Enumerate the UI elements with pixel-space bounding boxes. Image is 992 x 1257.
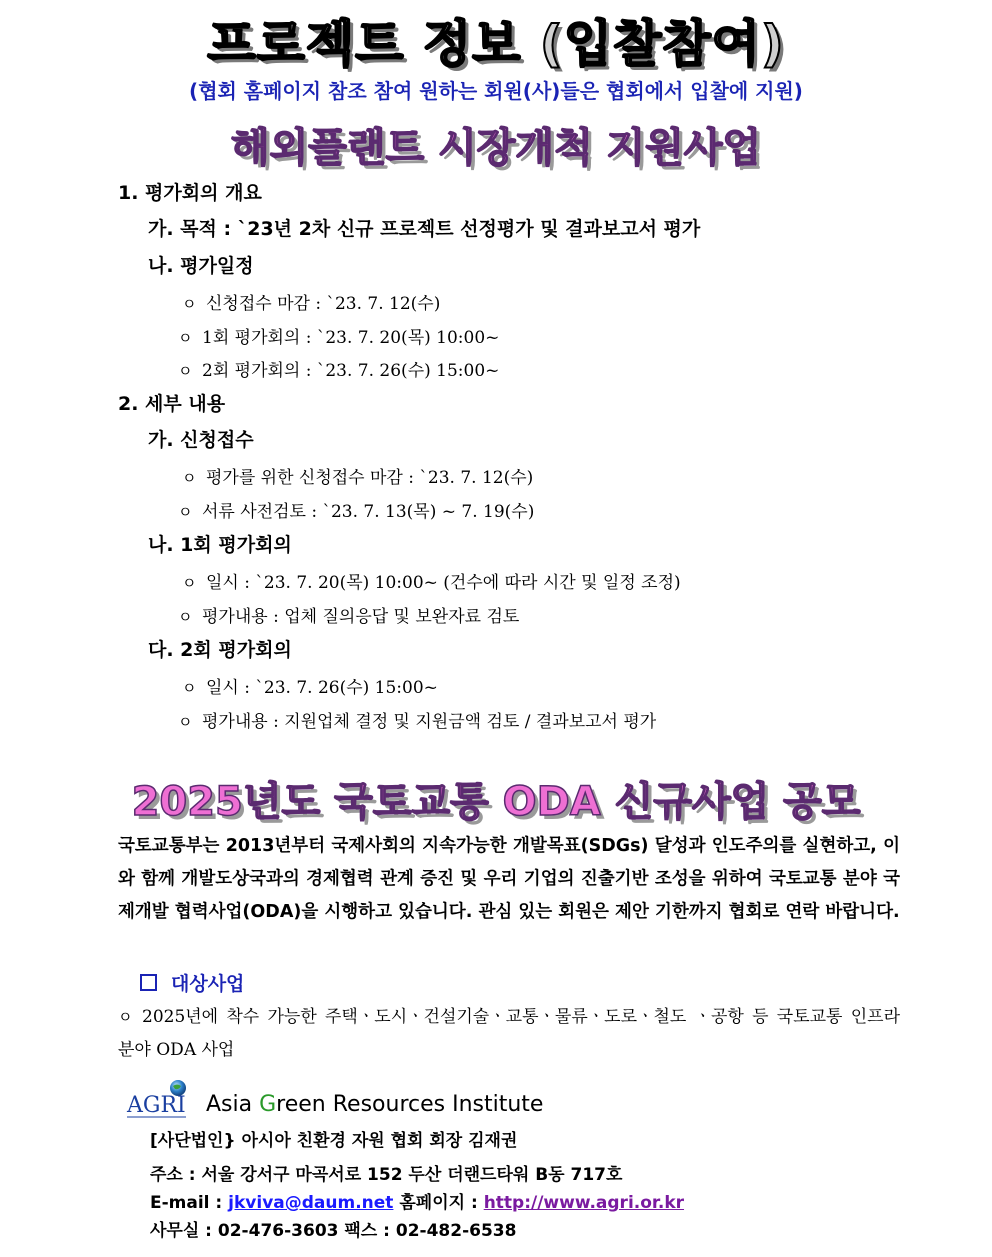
oda-banner: 2025년도 국토교통 ODA 신규사업 공모 (131, 779, 861, 825)
target-title: 대상사업 (171, 973, 245, 995)
section-1a-purpose: 가. 목적 : `23년 2차 신규 프로젝트 선정평가 및 결과보고서 평가 (148, 218, 701, 240)
section-2a-title: 가. 신청접수 (148, 429, 254, 451)
checkbox-square-icon (140, 974, 157, 991)
globe-icon (126, 1078, 190, 1122)
contact-line: E-mail : jkviva@daum.net 홈페이지 : http://www.agri.or.kr (150, 1193, 685, 1213)
section-1-title: 1. 평가회의 개요 (118, 182, 262, 204)
list-item: ㅇ 평가내용 : 업체 질의응답 및 보완자료 검토 (178, 607, 520, 627)
bullet: ㅇ (178, 713, 193, 731)
bullet: ㅇ (178, 329, 193, 347)
target-heading (140, 969, 244, 996)
list-item: ㅇ 평가내용 : 지원업체 결정 및 지원금액 검토 / 결과보고서 평가 (178, 712, 657, 732)
list-item: ㅇ 일시 : `23. 7. 20(목) 10:00~ (건수에 따라 시간 및 일정 조정) (182, 573, 681, 593)
org-name-english: Asia Green Resources Institute (206, 1092, 544, 1117)
phone-fax: 사무실 : 02-476-3603 팩스 : 02-482-6538 (150, 1221, 517, 1241)
email-link[interactable]: jkviva@daum.net (228, 1193, 394, 1213)
main-title: 프로젝트 정보 (입찰참여) (207, 15, 785, 73)
address: 주소 : 서울 강서구 마곡서로 152 두산 더랜드타워 B동 717호 (150, 1165, 623, 1185)
list-item: ㅇ 서류 사전검토 : `23. 7. 13(목) ~ 7. 19(수) (178, 502, 535, 522)
bullet: ㅇ (182, 295, 197, 313)
section-1b-title: 나. 평가일정 (148, 255, 254, 277)
subtitle: (협회 홈페이지 참조 참여 원하는 회원(사)들은 협회에서 입찰에 지원) (189, 79, 803, 103)
oda-paragraph: 국토교통부는 2013년부터 국제사회의 지속가능한 개발목표(SDGs) 달성과 인도주의를 실현하고, 이와 함께 개발도상국과의 경제협력 관계 증진 및 우리 기업의 진출기반 조성을 위하여 국토교통 분야 국제개발 협력사업(ODA)을 시행하고 있습니다. 관심 있는 회원은 제안 기한까지 협회로 연락 바랍니다. (118, 836, 900, 922)
section-2-title: 2. 세부 내용 (118, 393, 226, 415)
bullet: ㅇ (178, 608, 193, 626)
bullet: ㅇ (182, 574, 197, 592)
plant-banner: 해외플랜트 시장개척 지원사업 (230, 125, 762, 171)
logo-text: AGRI (127, 1093, 186, 1118)
list-item: ㅇ 2회 평가회의 : `23. 7. 26(수) 15:00~ (178, 361, 500, 381)
bullet: ㅇ (178, 503, 193, 521)
bullet: ㅇ (178, 362, 193, 380)
list-item: ㅇ 일시 : `23. 7. 26(수) 15:00~ (182, 678, 438, 698)
target-text: ㅇ 2025년에 착수 가능한 주택ㆍ도시ㆍ건설기술ㆍ교통ㆍ물류ㆍ도로ㆍ철도 ㆍ공항 등 국토교통 인프라 분야 ODA 사업 (118, 1001, 900, 1067)
bullet: ㅇ (182, 469, 197, 487)
section-2c-title: 다. 2회 평가회의 (148, 639, 292, 661)
list-item: ㅇ 1회 평가회의 : `23. 7. 20(목) 10:00~ (178, 328, 500, 348)
agri-logo (126, 1078, 190, 1122)
list-item: ㅇ 신청접수 마감 : `23. 7. 12(수) (182, 294, 441, 314)
bullet: ㅇ (118, 1008, 133, 1026)
homepage-link[interactable]: http://www.agri.or.kr (483, 1193, 685, 1213)
org-name-korean: [사단법인} 아시아 친환경 자원 협회 회장 김재권 (150, 1131, 518, 1151)
list-item: ㅇ 평가를 위한 신청접수 마감 : `23. 7. 12(수) (182, 468, 534, 488)
bullet: ㅇ (182, 679, 197, 697)
section-2b-title: 나. 1회 평가회의 (148, 534, 292, 556)
